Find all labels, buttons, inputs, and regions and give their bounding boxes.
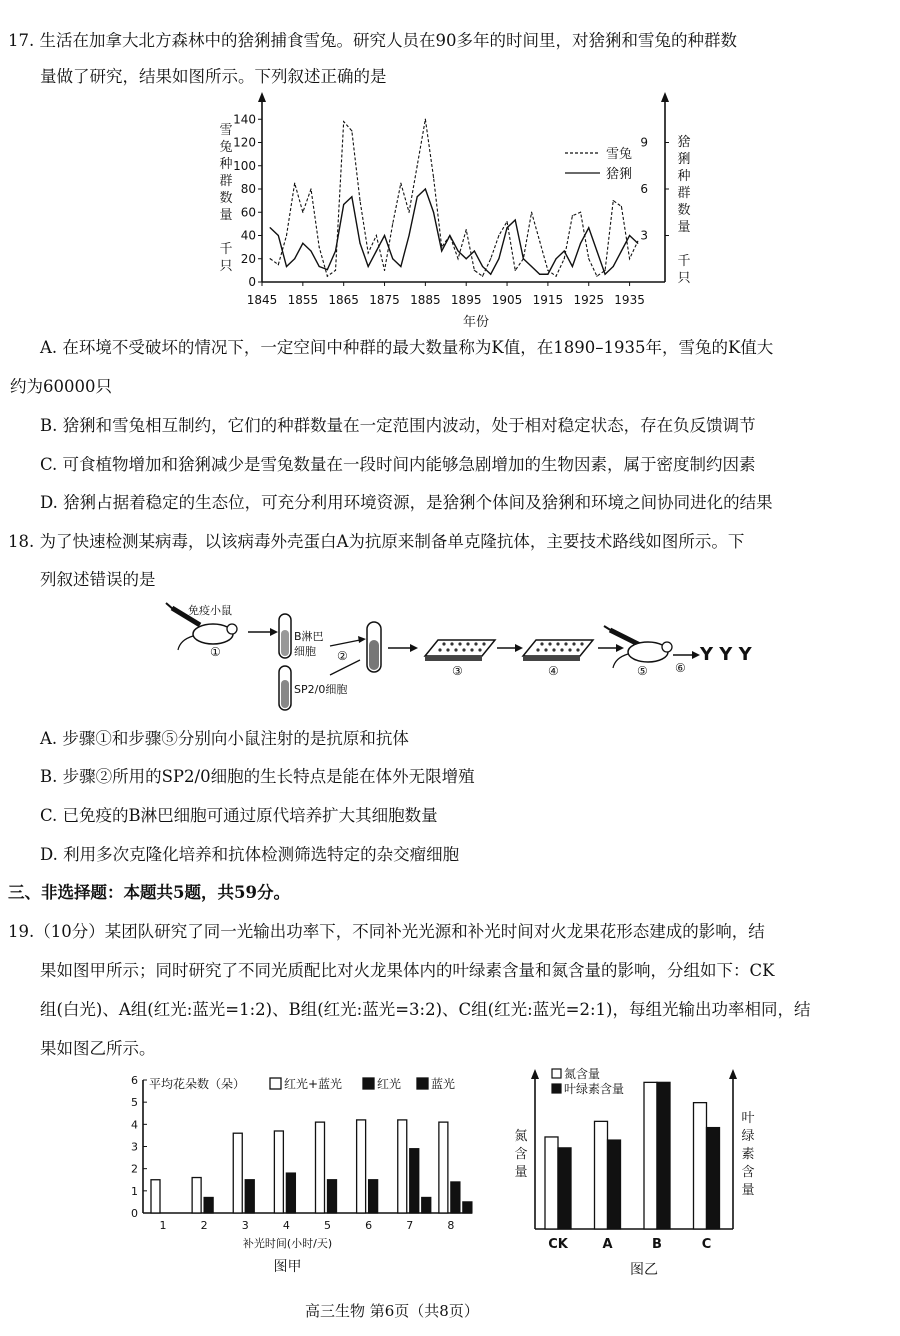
y-axis-right-label-char: 猁 bbox=[677, 152, 691, 167]
y-axis-right-label-char: 种 bbox=[677, 169, 691, 184]
y-axis-left-label-char: 数 bbox=[219, 191, 233, 206]
y-axis-right-label-char: 千 bbox=[677, 254, 691, 269]
x-tick-label: 1925 bbox=[573, 293, 605, 307]
x-tick-label: 1845 bbox=[246, 293, 278, 307]
y-axis-right-label-char: 数 bbox=[677, 203, 691, 218]
legend-swatch bbox=[552, 1069, 561, 1078]
b-cell-label-2: 细胞 bbox=[294, 645, 316, 658]
legend-label: 叶绿素含量 bbox=[564, 1082, 625, 1096]
q18-option-b: B. 步骤②所用的SP2/0细胞的生长特点是能在体外无限增殖 bbox=[40, 767, 475, 786]
q19-line3: 组(白光)、A组(红光:蓝光=1:2)、B组(红光:蓝光=3:2)、C组(红光:蓝光=2:1)，每组光输出功率相同，结 bbox=[40, 1000, 811, 1019]
x-tick-label: 3 bbox=[241, 1219, 249, 1232]
y-tick-label: 100 bbox=[233, 158, 256, 173]
step-5-label: ⑤ bbox=[637, 664, 648, 678]
x-tick-label: 1875 bbox=[369, 293, 400, 307]
y-axis-right-label-char: 绿 bbox=[741, 1129, 755, 1144]
step-1-label: ① bbox=[210, 645, 221, 659]
x-tick-label: 1905 bbox=[491, 293, 523, 307]
y-tick-label: 4 bbox=[131, 1118, 138, 1132]
x-tick-label: 1865 bbox=[328, 293, 359, 307]
x-axis-label: 年份 bbox=[462, 315, 490, 330]
bar bbox=[707, 1128, 720, 1229]
chart-caption: 图甲 bbox=[273, 1259, 302, 1275]
q18-stem-line1: 18. 为了快速检测某病毒，以该病毒外壳蛋白A为抗原来制备单克隆抗体，主要技术路线如图所示。下 bbox=[8, 532, 745, 551]
x-tick-label: 1935 bbox=[614, 293, 645, 307]
q17-option-d: D. 猞猁占据着稳定的生态位，可充分利用环境资源，是猞猁个体间及猞猁和环境之间协同进化的结果 bbox=[40, 493, 773, 512]
x-tick-label: CK bbox=[548, 1237, 568, 1252]
b-cell-label-1: B淋巴 bbox=[294, 630, 324, 643]
y-axis-left-label-char: 氮 bbox=[514, 1129, 528, 1144]
x-tick-label: 5 bbox=[324, 1219, 331, 1232]
q19-line1: 19.（10分）某团队研究了同一光输出功率下，不同补光光源和补光时间对火龙果花形态建成的影响，结 bbox=[8, 922, 765, 941]
x-tick-label: 8 bbox=[447, 1219, 455, 1232]
bar bbox=[657, 1082, 670, 1229]
y-axis-left-label-char: 含 bbox=[514, 1147, 528, 1162]
y-tick-label: 20 bbox=[240, 251, 256, 266]
q18-option-a: A. 步骤①和步骤⑤分别向小鼠注射的是抗原和抗体 bbox=[40, 729, 409, 748]
y-tick-label: 140 bbox=[233, 112, 256, 127]
q17-stem-line1: 17. 生活在加拿大北方森林中的猞猁捕食雪兔。研究人员在90多年的时间里，对猞猁和雪兔的种群数 bbox=[8, 31, 737, 50]
legend-swatch bbox=[552, 1084, 561, 1093]
y-axis-left-label-char: 兔 bbox=[219, 140, 233, 155]
y-tick-label: 3 bbox=[131, 1140, 138, 1154]
y-tick-label: 40 bbox=[240, 228, 256, 243]
legend-label: 红光+蓝光 bbox=[284, 1077, 343, 1091]
bar bbox=[608, 1140, 621, 1229]
q17-option-a-line1: A. 在环境不受破坏的情况下，一定空间中种群的最大数量称为K值，在1890–1935年，雪兔的K值大 bbox=[40, 338, 774, 357]
y-axis-left-label-char: 只 bbox=[219, 259, 233, 274]
y-axis-right-label-char: 群 bbox=[677, 186, 691, 201]
antibody-icon: Y Y Y bbox=[700, 644, 752, 665]
x-tick-label: A bbox=[602, 1237, 613, 1252]
y-axis-right-label-char: 猞 bbox=[677, 135, 691, 150]
y-tick-label: 5 bbox=[131, 1096, 138, 1110]
legend-label: 蓝光 bbox=[431, 1077, 456, 1091]
step-3-label: ③ bbox=[452, 664, 463, 678]
y-axis-left-label-char: 群 bbox=[219, 174, 233, 189]
y-axis-left-label-char: 千 bbox=[219, 242, 233, 257]
y-tick-label: 80 bbox=[240, 182, 256, 196]
step-4-label: ④ bbox=[548, 664, 559, 678]
legend-label: 红光 bbox=[377, 1077, 402, 1091]
x-tick-label: 7 bbox=[406, 1219, 414, 1232]
section-heading: 三、非选择题：本题共5题，共59分。 bbox=[8, 883, 290, 902]
bar bbox=[644, 1082, 657, 1229]
x-tick-label: C bbox=[701, 1237, 712, 1252]
y-right-tick-label: 9 bbox=[640, 135, 648, 150]
bar bbox=[558, 1148, 571, 1229]
x-tick-label: B bbox=[652, 1237, 662, 1252]
y-tick-label: 1 bbox=[131, 1184, 138, 1198]
y-axis-left-label-char: 量 bbox=[219, 208, 233, 223]
sp20-cell-label: SP2/0细胞 bbox=[294, 683, 348, 696]
y-axis-right-label bbox=[741, 1111, 754, 1198]
y-right-tick-label: 3 bbox=[640, 228, 648, 243]
y-axis-right-label-char: 量 bbox=[677, 220, 691, 235]
y-axis-left-label-char: 种 bbox=[219, 157, 233, 172]
legend-label: 雪兔 bbox=[606, 147, 633, 162]
y-axis-right-arrow bbox=[729, 1069, 737, 1079]
x-tick-label: 6 bbox=[365, 1219, 373, 1232]
bar bbox=[545, 1137, 558, 1229]
q19-line4: 果如图乙所示。 bbox=[40, 1039, 156, 1058]
y-right-tick-label: 6 bbox=[640, 182, 648, 196]
immunized-mouse-label: 免疫小鼠 bbox=[188, 604, 232, 617]
q18-stem-line2: 列叙述错误的是 bbox=[40, 570, 156, 589]
y-tick-label: 60 bbox=[240, 205, 256, 220]
x-axis-label: 补光时间(小时/天) bbox=[242, 1237, 333, 1250]
q18-option-c: C. 已免疫的B淋巴细胞可通过原代培养扩大其细胞数量 bbox=[40, 806, 438, 825]
y-axis-right-label-char: 只 bbox=[677, 271, 691, 286]
y-axis-left-label-char: 量 bbox=[514, 1165, 528, 1180]
q17-stem-line2: 量做了研究，结果如图所示。下列叙述正确的是 bbox=[40, 67, 387, 86]
q17-option-c: C. 可食植物增加和猞猁减少是雪兔数量在一段时间内能够急剧增加的生物因素，属于密度制约因素 bbox=[40, 455, 756, 474]
y-tick-label: 0 bbox=[131, 1207, 138, 1220]
chart-caption: 图乙 bbox=[630, 1262, 658, 1278]
y-axis-arrow bbox=[531, 1069, 539, 1079]
q17-option-b: B. 猞猁和雪兔相互制约，它们的种群数量在一定范围内波动，处于相对稳定状态，存在负反馈调节 bbox=[40, 416, 756, 435]
x-tick-label: 1895 bbox=[450, 293, 482, 307]
x-tick-label: 1 bbox=[159, 1219, 167, 1232]
bar bbox=[694, 1103, 707, 1229]
y-axis-left-label bbox=[514, 1129, 527, 1180]
x-tick-label: 1915 bbox=[532, 293, 564, 307]
step-6-label: ⑥ bbox=[675, 661, 686, 675]
y-tick-label: 0 bbox=[248, 275, 256, 289]
page-footer: 高三生物 第6页（共8页） bbox=[305, 1302, 479, 1320]
y-axis-right-label-char: 含 bbox=[741, 1165, 755, 1180]
legend-label: 猞猁 bbox=[606, 167, 633, 182]
y-axis-right-label-char: 素 bbox=[741, 1147, 755, 1162]
x-tick-label: 1855 bbox=[287, 293, 319, 307]
q17-option-a-line2: 约为60000只 bbox=[10, 377, 112, 396]
y-axis-right-label-char: 叶 bbox=[741, 1111, 755, 1126]
y-axis-left-label-char: 雪 bbox=[219, 123, 233, 138]
chart-title: 平均花朵数（朵） bbox=[149, 1077, 246, 1091]
y-tick-label: 2 bbox=[131, 1162, 138, 1176]
x-tick-label: 4 bbox=[282, 1219, 290, 1232]
y-axis-right-label-char: 量 bbox=[741, 1183, 755, 1198]
x-tick-label: 2 bbox=[200, 1219, 208, 1232]
y-tick-label: 6 bbox=[131, 1074, 138, 1087]
step-2-label: ② bbox=[337, 649, 348, 663]
q19-line2: 果如图甲所示；同时研究了不同光质配比对火龙果体内的叶绿素含量和氮含量的影响，分组如下：CK bbox=[40, 961, 775, 980]
legend-label: 氮含量 bbox=[564, 1067, 601, 1081]
bar bbox=[595, 1121, 608, 1229]
x-tick-label: 1885 bbox=[410, 293, 441, 307]
y-tick-label: 120 bbox=[233, 135, 256, 150]
q18-option-d: D. 利用多次克隆化培养和抗体检测筛选特定的杂交瘤细胞 bbox=[40, 845, 460, 864]
